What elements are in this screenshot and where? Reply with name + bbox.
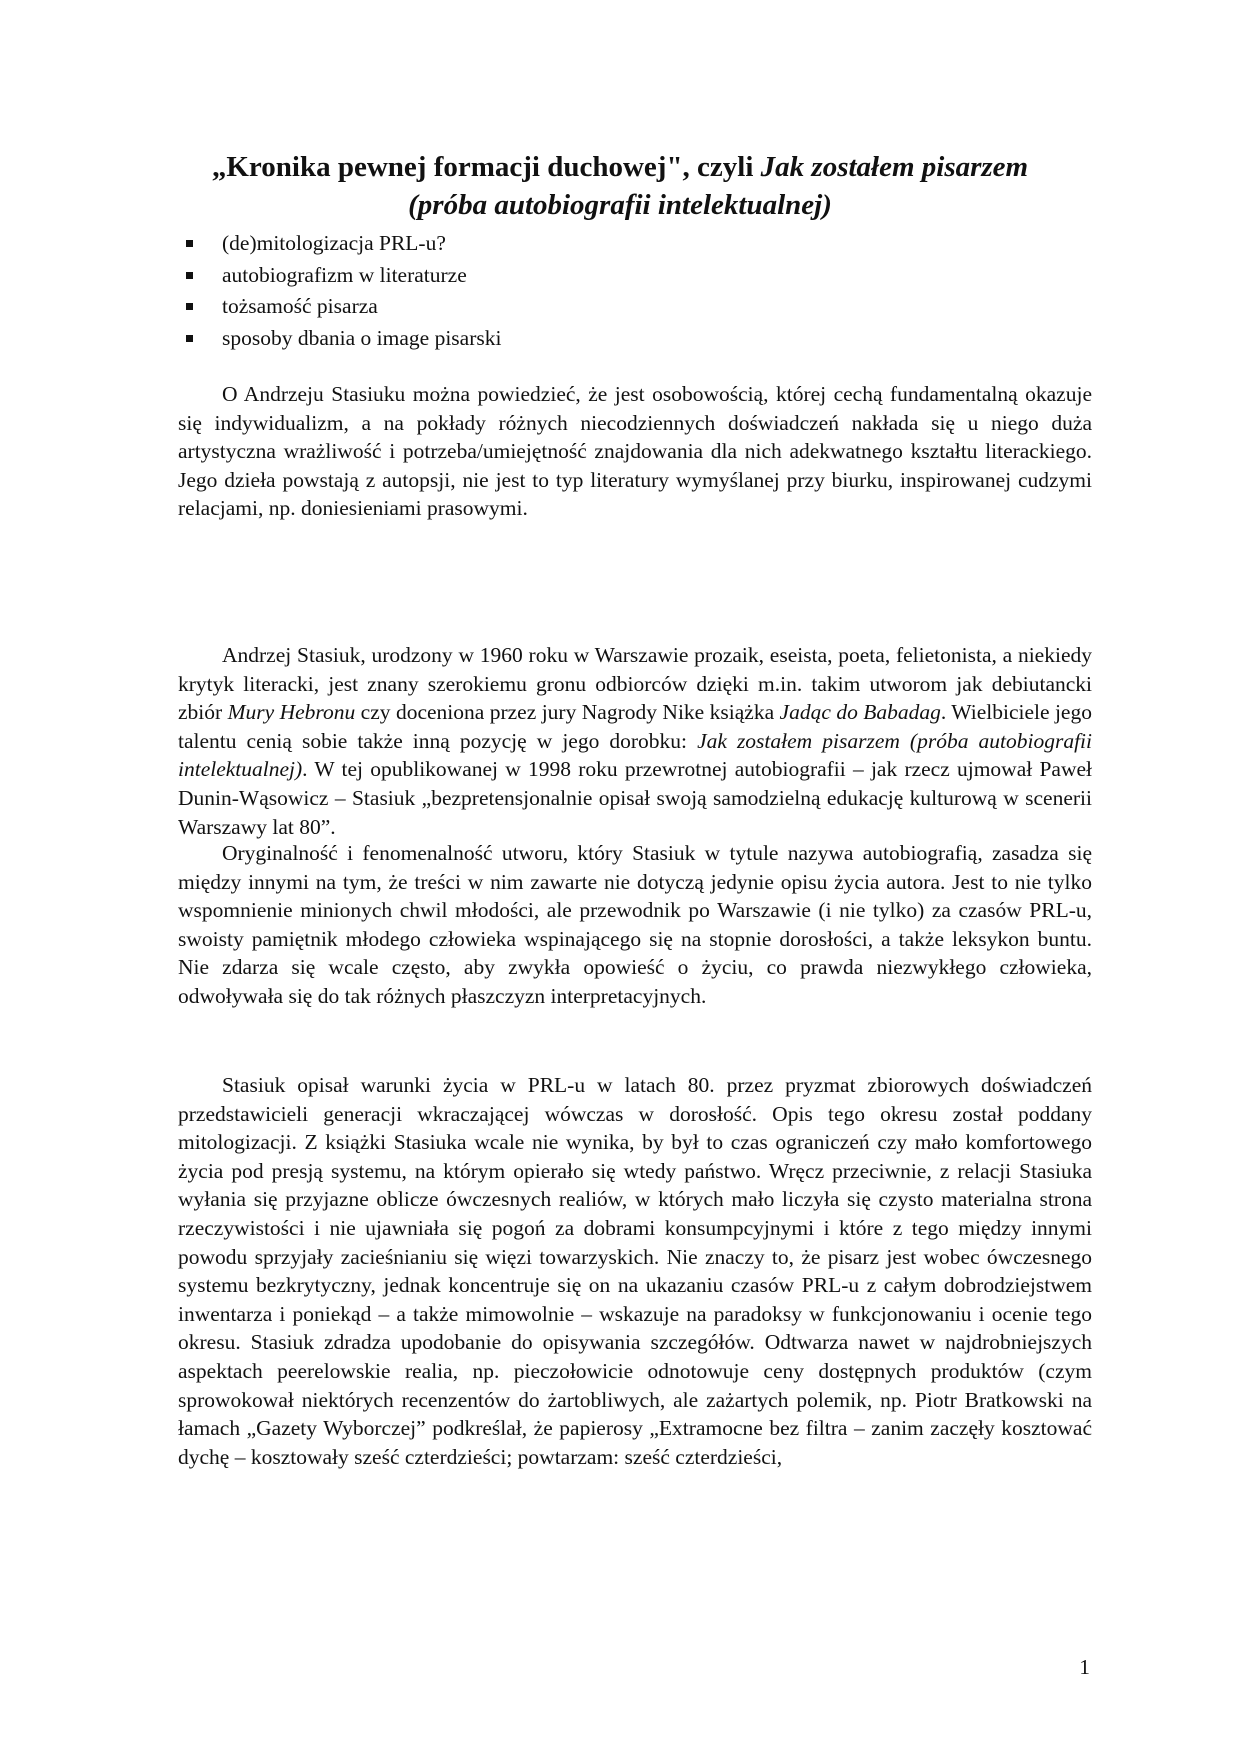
topic-list: [186, 228, 501, 354]
title-part2: Jak zostałem pisarzem: [760, 151, 1029, 183]
paragraph-1: O Andrzeju Stasiuku można powiedzieć, że jest osobowością, której cechą fundamentalną okazuje się indywidualizm, a na pokłady różnych niecodziennych doświadczeń nakłada się u niego duża artystyczna wrażliwość i potrzeba/umiejętność znajdowania dla nich adekwatnego kształtu literackiego. Jego dzieła powstają z autopsji, nie jest to typ literatury wymyślanej przy biurku, inspirowanej cudzymi relacjami, np. doniesieniami prasowymi.: [178, 382, 1092, 521]
title-part1: „Kronika pewnej formacji duchowej", czyli: [211, 151, 761, 183]
paragraph-3: Oryginalność i fenomenalność utworu, który Stasiuk w tytule nazywa autobiografią, zasadza się między innymi na tym, że treści w nim zawarte nie dotyczą jedynie opisu życia autora. Jest to nie tylko wspomnienie minionych chwil młodości, ale przewodnik po Warszawie (i nie tylko) za czasów PRL-u, swoisty pamiętnik młodego człowieka wspinającego się na stopnie dorosłości, a także leksykon buntu. Nie zdarza się wcale często, aby zwykła opowieść o życiu, co prawda niezwykłego człowieka, odwoływała się do tak różnych płaszczyzn interpretacyjnych.: [178, 841, 1092, 1008]
list-item-text: tożsamość pisarza: [222, 294, 378, 318]
square-bullet-icon: [186, 272, 193, 279]
paragraph-4: Stasiuk opisał warunki życia w PRL-u w latach 80. przez pryzmat zbiorowych doświadczeń przedstawicieli generacji wkraczającej wówczas w dorosłość. Opis tego okresu został poddany mitologizacji. Z książki Stasiuka wcale nie wynika, by był to czas ograniczeń czy mało komfortowego życia pod presją systemu, na którym opierało się wtedy państwo. Wręcz przeciwnie, z relacji Stasiuka wyłania się przyjazne oblicze ówczesnych realiów, w których mało liczyła się czysto materialna strona rzeczywistości i nie ujawniała się pogoń za dobrami konsumpcyjnymi i które z tego między innymi powodu sprzyjały zacieśnianiu się więzi towarzyskich. Nie znaczy to, że pisarz jest wobec ówczesnego systemu bezkrytyczny, jednak koncentruje się on na ukazaniu czasów PRL-u z całym dobrodziejstwem inwentarza i poniekąd – a także mimowolnie – wskazuje na paradoksy w funkcjonowaniu i ocenie tego okresu. Stasiuk zdradza upodobanie do opisywania szczegółów. Odtwarza nawet w najdrobniejszych aspektach peerelowskie realia, np. pieczołowicie odnotowuje ceny dostępnych produktów (czym sprowokował niektórych recenzentów do żartobliwych, ale zażartych polemik, np. Piotr Bratkowski na łamach „Gazety Wyborczej” podkreślał, że papierosy „Extramocne bez filtra – zanim zaczęły kosztować dychę – kosztowały sześć czterdzieści; powtarzam: sześć czterdzieści,: [178, 1073, 1092, 1469]
list-item: [186, 291, 501, 323]
paragraph-2-text: Andrzej Stasiuk, urodzony w 1960 roku w Warszawie prozaik, eseista, poeta, felietonista, a niekiedy krytyk literacki, jest znany szerokiemu gronu odbiorców dzięki m.in. takim utworom jak debiutancki zbiór: [178, 643, 1092, 725]
square-bullet-icon: [186, 335, 193, 342]
paragraph-2-text: . W tej opublikowanej w 1998 roku przewrotnej autobiografii – jak rzecz ujmował Paweł Dunin-Wąsowicz – Stasiuk „bezpretensjonalnie opisał swoją samodzielną edukację kulturową w scenerii Warszawy lat 80”.: [178, 757, 1092, 839]
book-title: Jak zostałem pisarzem (próba autobiografii intelektualnej): [178, 728, 1092, 782]
paragraph-2: [178, 641, 1092, 841]
document-title: [130, 148, 1110, 224]
paragraph-2-text: . Wielbiciele jego talentu cenią sobie także inną pozycję w jego dorobku:: [178, 700, 1092, 753]
list-item-text: sposoby dbania o image pisarski: [222, 325, 502, 350]
list-item-text: (de)mitologizacja PRL-u?: [222, 231, 446, 255]
page-number: 1: [1079, 1655, 1090, 1679]
paragraph-2-text: czy doceniona przez jury Nagrody Nike książka: [355, 700, 780, 725]
list-item: [186, 323, 501, 355]
list-item-text: autobiografizm w literaturze: [222, 262, 467, 287]
square-bullet-icon: [186, 240, 193, 247]
book-title: Mury Hebronu: [227, 700, 356, 725]
square-bullet-icon: [186, 303, 193, 310]
list-item: [186, 260, 501, 292]
title-line2: (próba autobiografii intelektualnej): [408, 189, 832, 221]
list-item: [186, 228, 501, 260]
book-title: Jadąc do Babadag: [779, 700, 941, 725]
